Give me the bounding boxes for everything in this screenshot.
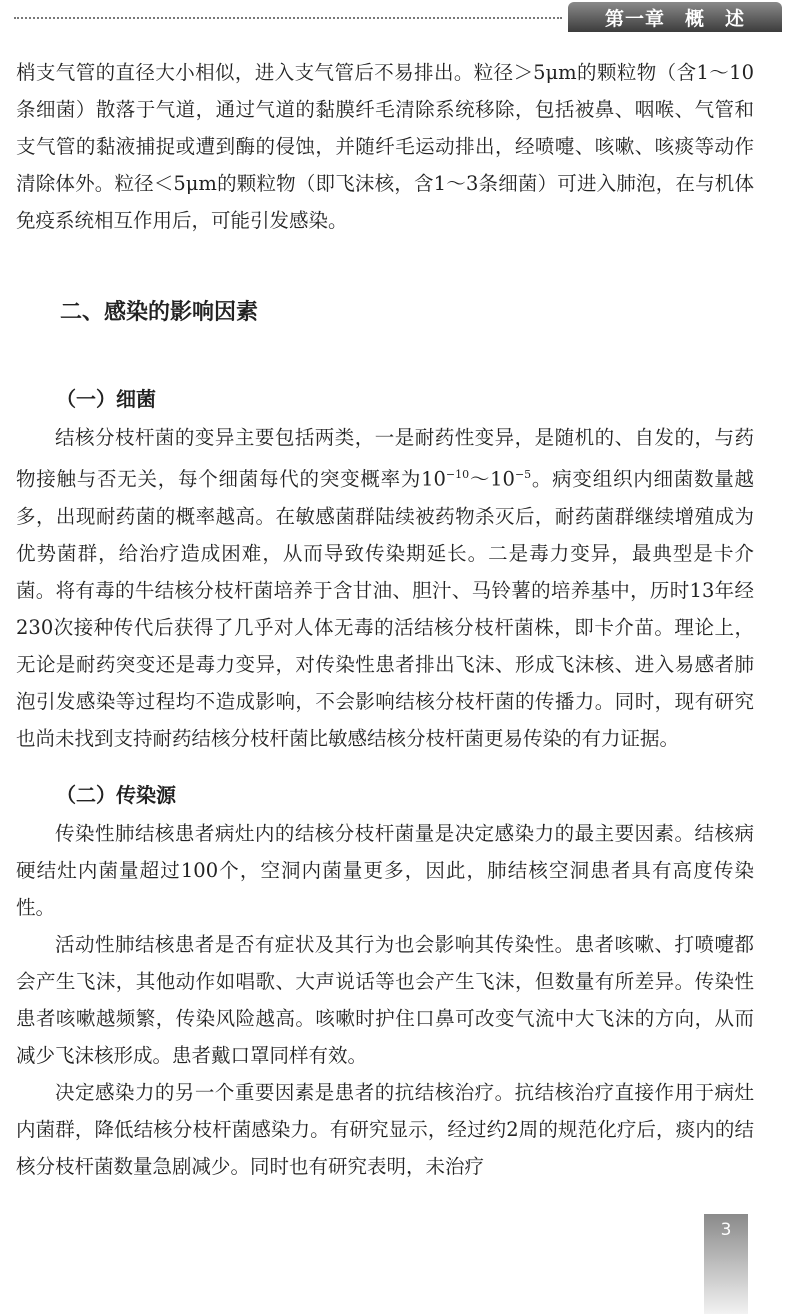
subsection-heading-source: （二）传染源	[56, 782, 176, 807]
source-paragraph-3: 决定感染力的另一个重要因素是患者的抗结核治疗。抗结核治疗直接作用于病灶内菌群，降低结核分枝杆菌感染力。有研究显示，经过约2周的规范化疗后，痰内的结核分枝杆菌数量急剧减少。同时也有研究表明，未治疗	[16, 1080, 754, 1178]
header-dotted-rule	[14, 17, 562, 19]
intro-paragraph: 梢支气管的直径大小相似，进入支气管后不易排出。粒径＞5μm的颗粒物（含1～10条细菌）散落于气道，通过气道的黏膜纤毛清除系统移除，包括被鼻、咽喉、气管和支气管的黏液捕捉或遭到酶的侵蚀，并随纤毛运动排出，经喷嚏、咳嗽、咳痰等动作清除体外。粒径＜5μm的颗粒物（即飞沫核，含1～3条细菌）可进入肺泡，在与机体免疫系统相互作用后，可能引发感染。	[16, 61, 754, 232]
bacteria-paragraph	[16, 419, 754, 757]
subsection-heading-bacteria: （一）细菌	[56, 387, 156, 411]
section-heading: 二、感染的影响因素	[60, 300, 259, 325]
bacteria-text-2: ～10	[469, 467, 515, 491]
source-paragraph-1: 传染性肺结核患者病灶内的结核分枝杆菌量是决定感染力的最主要因素。结核病硬结灶内菌量超过100个，空洞内菌量更多，因此，肺结核空洞患者具有高度传染性。	[16, 821, 754, 919]
source-paragraph-2: 活动性肺结核患者是否有症状及其行为也会影响其传染性。患者咳嗽、打喷嚏都会产生飞沫，其他动作如唱歌、大声说话等也会产生飞沫，但数量有所差异。传染性患者咳嗽越频繁，传染风险越高。咳嗽时护住口鼻可改变气流中大飞沫的方向，从而减少飞沫核形成。患者戴口罩同样有效。	[16, 932, 754, 1067]
exponent-2: −5	[514, 468, 532, 481]
page-number-tab: 3	[704, 1214, 748, 1314]
page-body	[16, 54, 754, 1185]
bacteria-text-1: 结核分枝杆菌的变异主要包括两类，一是耐药性变异，是随机的、自发的，与药物接触与否无关，每个细菌每代的突变概率为10	[16, 426, 754, 491]
exponent-1: −10	[445, 468, 470, 481]
chapter-header-tab: 第一章 概 述	[568, 2, 782, 32]
bacteria-text-3: 。病变组织内细菌数量越多，出现耐药菌的概率越高。在敏感菌群陆续被药物杀灭后，耐药菌群继续增殖成为优势菌群，给治疗造成困难，从而导致传染期延长。二是毒力变异，最典型是卡介菌。将有毒的牛结核分枝杆菌培养于含甘油、胆汁、马铃薯的培养基中，历时13年经230次接种传代后获得了几乎对人体无毒的活结核分枝杆菌株，即卡介苗。理论上，无论是耐药突变还是毒力变异，对传染性患者排出飞沫、形成飞沫核、进入易感者肺泡引发感染等过程均不造成影响，不会影响结核分枝杆菌的传播力。同时，现有研究也尚未找到支持耐药结核分枝杆菌比敏感结核分枝杆菌更易传染的有力证据。	[16, 467, 754, 750]
